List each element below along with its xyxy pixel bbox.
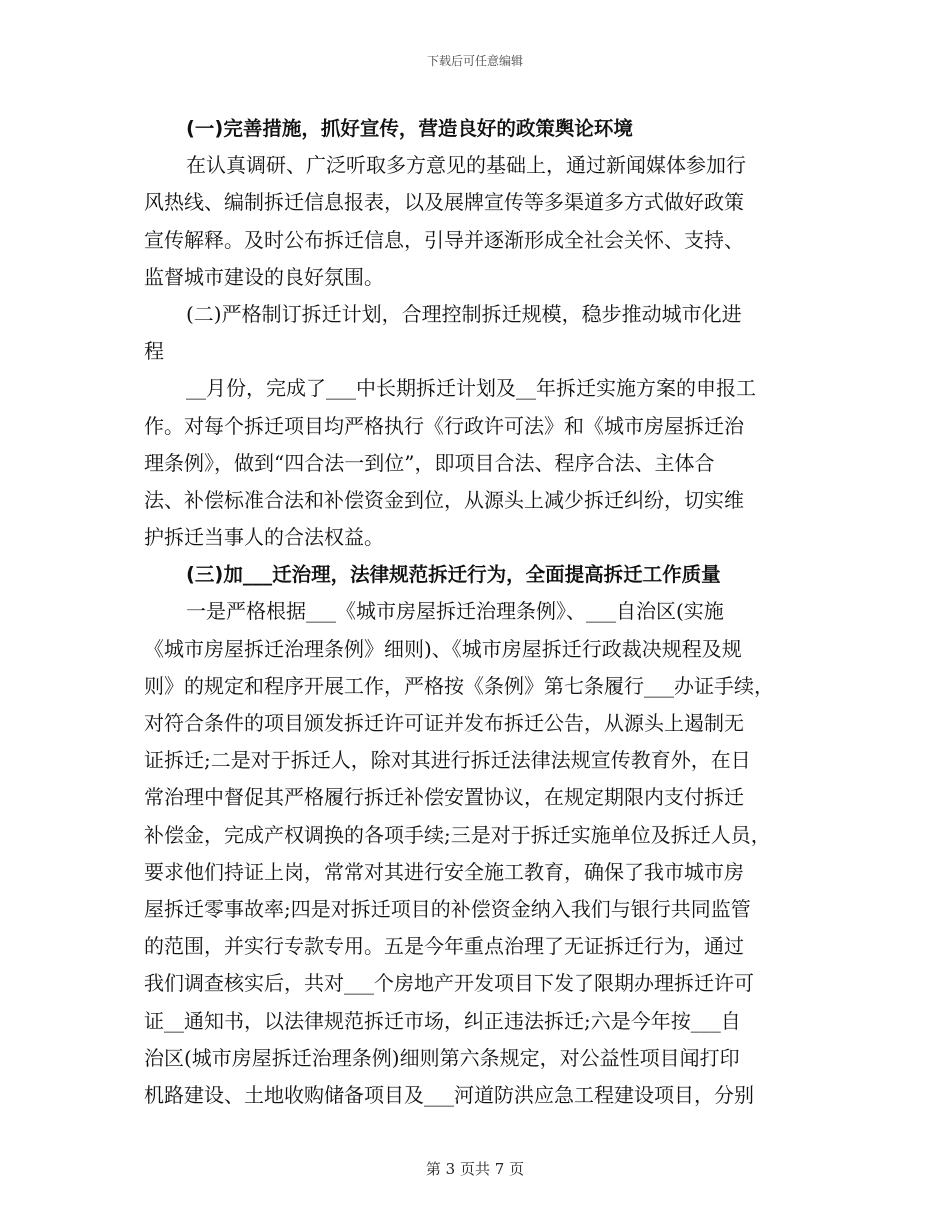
body-text-line: 在认真调研、广泛听取多方意见的基础上，通过新闻媒体参加行 bbox=[186, 153, 746, 178]
body-text-line: 理条例》，做到“四合法一到位”，即项目合法、程序合法、主体合 bbox=[144, 450, 715, 475]
body-text-line: 对符合条件的项目颁发拆迁许可证并发布拆迁公告，从源头上遏制无 bbox=[144, 711, 744, 735]
body-text-line: (二)严格制订拆迁计划，合理控制拆迁规模，稳步推动城市化进 bbox=[186, 301, 742, 326]
body-text-line: 证拆迁;二是对于拆迁人，除对其进行拆迁法律法规宣传教育外，在日 bbox=[144, 748, 751, 773]
section-heading: (一)完善措施，抓好宣传，营造良好的政策舆论环境 bbox=[186, 117, 633, 140]
body-text-line: 机路建设、土地收购储备项目及___河道防洪应急工程建设项目，分别 bbox=[144, 1082, 754, 1107]
section-heading: (三)加___迁治理，法律规范拆迁行为，全面提高拆迁工作质量 bbox=[186, 563, 721, 587]
body-text-line: __月份，完成了___中长期拆迁计划及__年拆迁实施方案的申报工 bbox=[186, 376, 756, 401]
body-text-line: 护拆迁当事人的合法权益。 bbox=[144, 525, 384, 550]
document-body bbox=[144, 110, 810, 1114]
page-header-note: 下载后可任意编辑 bbox=[426, 54, 523, 68]
body-text-line: 一是严格根据___《城市房屋拆迁治理条例》、___自治区(实施 bbox=[186, 599, 724, 624]
body-text-line: 治区(城市房屋拆迁治理条例)细则第六条规定，对公益性项目闻打印 bbox=[144, 1045, 740, 1070]
body-text-line: 证__通知书，以法律规范拆迁市场，纠正违法拆迁;六是今年按___自 bbox=[144, 1008, 741, 1033]
body-text-line: 的范围，并实行专款专用。五是今年重点治理了无证拆迁行为，通过 bbox=[144, 934, 744, 959]
body-text-line: 常治理中督促其严格履行拆迁补偿安置协议，在规定期限内支付拆迁 bbox=[144, 785, 744, 810]
body-text-line: 作。对每个拆迁项目均严格执行《行政许可法》和《城市房屋拆迁治 bbox=[144, 413, 744, 438]
body-text-line: 要求他们持证上岗，常常对其进行安全施工教育，确保了我市城市房 bbox=[144, 859, 744, 884]
body-text-line: 法、补偿标准合法和补偿资金到位，从源头上减少拆迁纠纷，切实维 bbox=[144, 487, 744, 512]
body-text-line: 风热线、编制拆迁信息报表，以及展牌宣传等多渠道多方式做好政策 bbox=[144, 190, 744, 215]
body-text-line: 程 bbox=[144, 339, 164, 364]
page-number: 第 3 页共 7 页 bbox=[425, 1160, 525, 1178]
body-text-line: 宣传解释。及时公布拆迁信息，引导并逐渐形成全社会关怀、支持、 bbox=[144, 227, 744, 252]
body-text-line: 监督城市建设的良好氛围。 bbox=[144, 264, 384, 289]
body-text-line: 我们调查核实后，共对___个房地产开发项目下发了限期办理拆迁许可 bbox=[144, 971, 754, 996]
body-text-line: 则》的规定和程序开展工作，严格按《条例》第七条履行___办证手续， bbox=[144, 673, 774, 698]
body-text-line: 屋拆迁零事故率;四是对拆迁项目的补偿资金纳入我们与银行共同监管 bbox=[144, 896, 751, 921]
body-text-line: 《城市房屋拆迁治理条例》细则)、《城市房屋拆迁行政裁决规程及规 bbox=[144, 636, 742, 661]
body-text-line: 补偿金，完成产权调换的各项手续;三是对于拆迁实施单位及拆迁人员， bbox=[144, 822, 771, 847]
